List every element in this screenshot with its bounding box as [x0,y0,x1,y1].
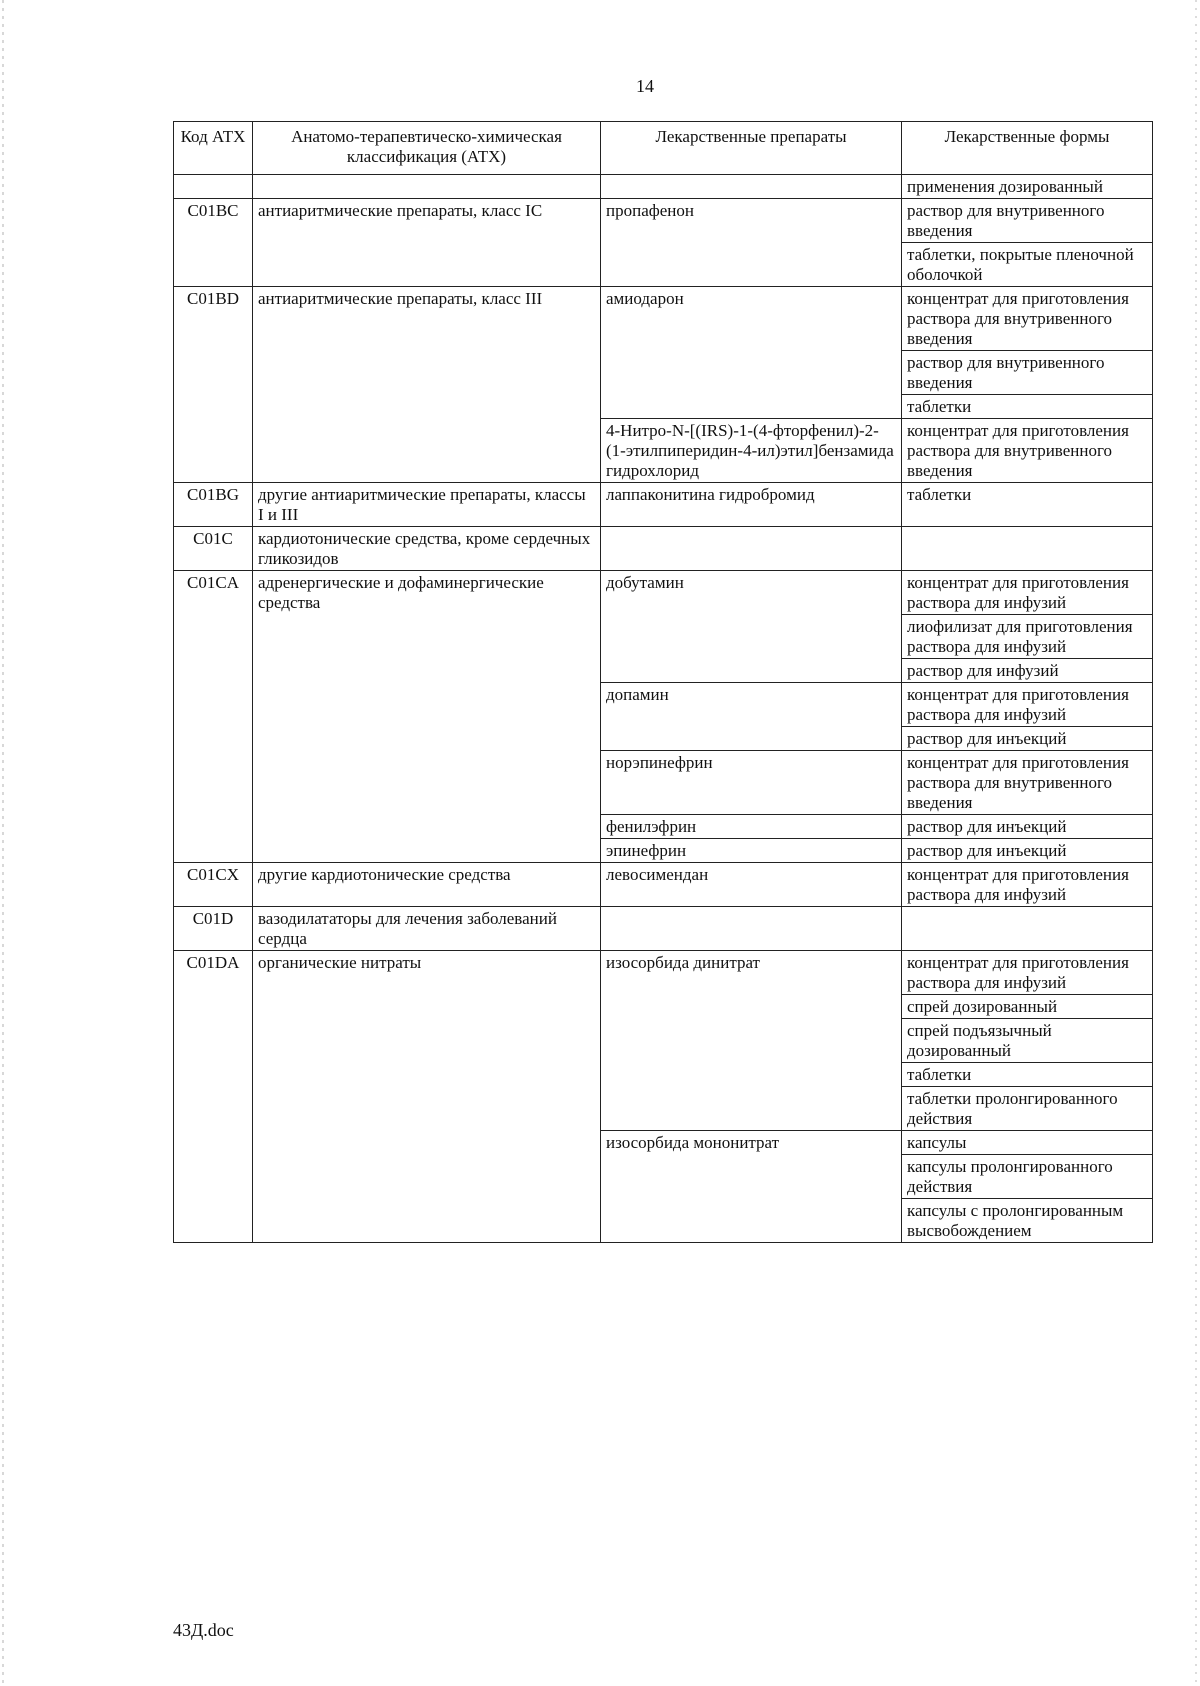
form-cell: раствор для инъекций [902,839,1153,863]
atx-table [173,121,1153,1243]
drug-cell: изосорбида мононитрат [601,1131,902,1243]
class-cell: другие кардиотонические средства [253,863,601,907]
code-cell: C01CA [174,571,253,863]
table-row [174,863,1153,907]
drug-cell: изосорбида динитрат [601,951,902,1131]
form-cell: раствор для инъекций [902,815,1153,839]
drug-cell: допамин [601,683,902,751]
table-row [174,199,1153,243]
drug-cell [601,527,902,571]
code-cell: C01BD [174,287,253,483]
drug-cell: 4-Нитро-N-[(IRS)-1-(4-фторфенил)-2-(1-этилпиперидин-4-ил)этил]бензамида гидрохлорид [601,419,902,483]
table-header-row [174,122,1153,175]
form-cell: капсулы пролонгированного действия [902,1155,1153,1199]
code-cell: C01D [174,907,253,951]
form-cell: концентрат для приготовления раствора для инфузий [902,951,1153,995]
class-cell: кардиотонические средства, кроме сердечных гликозидов [253,527,601,571]
drug-cell: эпинефрин [601,839,902,863]
form-cell: раствор для внутривенного введения [902,351,1153,395]
class-cell [253,175,601,199]
code-cell: C01DA [174,951,253,1243]
form-cell: концентрат для приготовления раствора для инфузий [902,683,1153,727]
drug-cell [601,175,902,199]
form-cell: таблетки [902,395,1153,419]
form-cell: концентрат для приготовления раствора для инфузий [902,571,1153,615]
drug-cell: фенилэфрин [601,815,902,839]
drug-cell [601,907,902,951]
form-cell: раствор для инъекций [902,727,1153,751]
form-cell: раствор для инфузий [902,659,1153,683]
form-cell: концентрат для приготовления раствора для инфузий [902,863,1153,907]
table-row [174,287,1153,351]
code-cell: C01C [174,527,253,571]
code-cell: C01BC [174,199,253,287]
form-cell: концентрат для приготовления раствора для внутривенного введения [902,419,1153,483]
form-cell: применения дозированный [902,175,1153,199]
table-row [174,907,1153,951]
code-cell: C01CX [174,863,253,907]
form-cell: таблетки [902,483,1153,527]
header-drugs: Лекарственные препараты [601,122,902,175]
form-cell: концентрат для приготовления раствора для внутривенного введения [902,751,1153,815]
drug-cell: лаппаконитина гидробромид [601,483,902,527]
table-row [174,175,1153,199]
form-cell: концентрат для приготовления раствора для внутривенного введения [902,287,1153,351]
form-cell: раствор для внутривенного введения [902,199,1153,243]
class-cell: антиаритмические препараты, класс III [253,287,601,483]
class-cell: антиаритмические препараты, класс IC [253,199,601,287]
form-cell: спрей подъязычный дозированный [902,1019,1153,1063]
form-cell: таблетки пролонгированного действия [902,1087,1153,1131]
form-cell: спрей дозированный [902,995,1153,1019]
drug-cell: амиодарон [601,287,902,419]
class-cell: вазодилататоры для лечения заболеваний сердца [253,907,601,951]
table-row [174,571,1153,615]
form-cell: лиофилизат для приготовления раствора для инфузий [902,615,1153,659]
page-number: 14 [636,76,654,96]
form-cell: капсулы с пролонгированным высвобождением [902,1199,1153,1243]
table-row [174,951,1153,995]
form-cell [902,527,1153,571]
footer-filename: 43Д.doc [173,1620,234,1640]
header-code: Код АТХ [174,122,253,175]
form-cell: таблетки, покрытые пленочной оболочкой [902,243,1153,287]
code-cell: C01BG [174,483,253,527]
class-cell: другие антиаритмические препараты, классы I и III [253,483,601,527]
form-cell: капсулы [902,1131,1153,1155]
table-row [174,527,1153,571]
drug-cell: добутамин [601,571,902,683]
form-cell: таблетки [902,1063,1153,1087]
header-classification: Анатомо-терапевтическо-химическая классификация (АТХ) [253,122,601,175]
class-cell: органические нитраты [253,951,601,1243]
drug-cell: левосимендан [601,863,902,907]
header-forms: Лекарственные формы [902,122,1153,175]
code-cell [174,175,253,199]
drug-cell: норэпинефрин [601,751,902,815]
form-cell [902,907,1153,951]
class-cell: адренергические и дофаминергические средства [253,571,601,863]
table-row [174,483,1153,527]
drug-cell: пропафенон [601,199,902,287]
